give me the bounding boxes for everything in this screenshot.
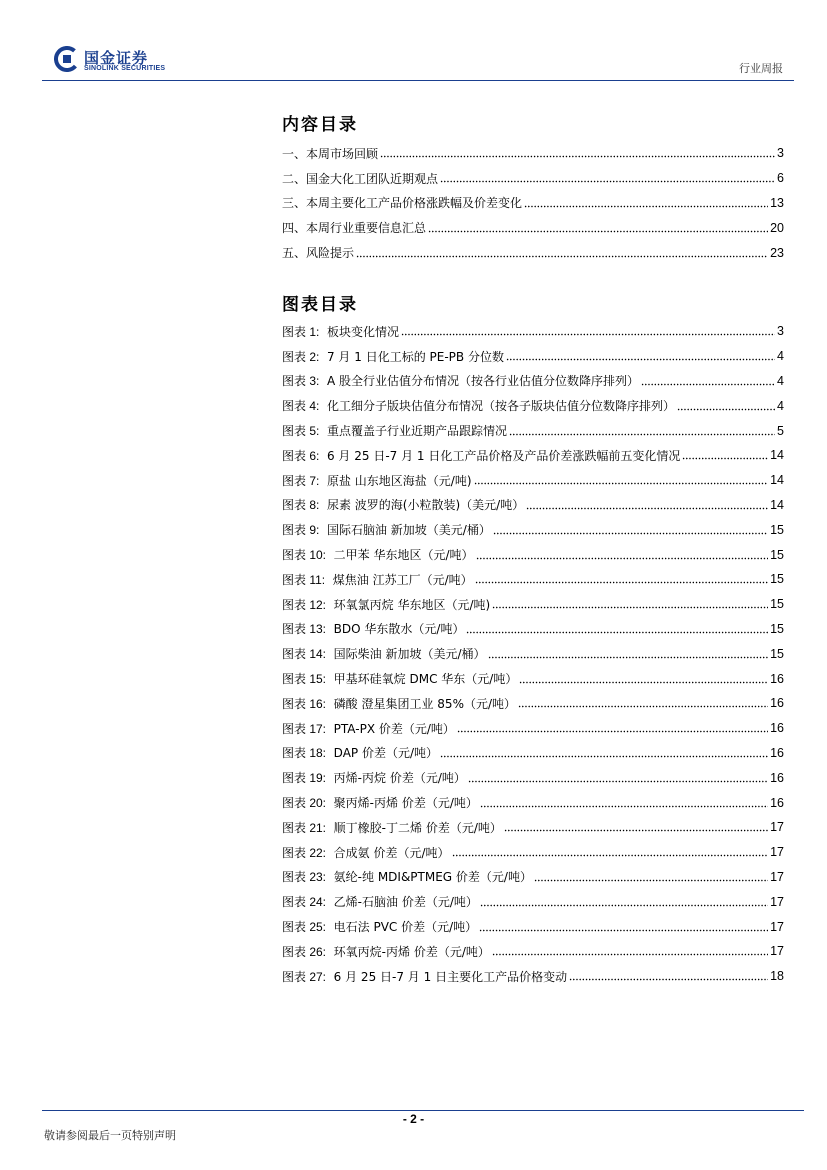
toc-entry[interactable] xyxy=(282,592,784,617)
toc-entry[interactable] xyxy=(282,964,784,989)
toc-entry-page: 14 xyxy=(770,497,784,512)
toc-entry-label xyxy=(282,372,639,389)
toc-entry-label xyxy=(282,521,491,538)
toc-entry[interactable] xyxy=(282,369,784,394)
toc-entry-label xyxy=(282,844,450,861)
figure-number: 图表 24: xyxy=(282,895,327,910)
figure-number: 图表 16: xyxy=(282,696,327,711)
toc-entry-page: 3 xyxy=(777,324,784,339)
toc-entry[interactable] xyxy=(282,141,784,166)
dot-leader xyxy=(509,426,775,436)
entry-title: 一、本周市场回顾 xyxy=(282,146,379,161)
figures-title: 图表目录 xyxy=(282,295,358,315)
entry-title: 国际石脑油 新加坡（美元/桶） xyxy=(326,523,491,538)
figure-number: 图表 27: xyxy=(282,969,327,984)
entry-title: 氨纶-纯 MDI&PTMEG 价差（元/吨） xyxy=(333,870,532,885)
entry-title: 甲基环硅氧烷 DMC 华东（元/吨） xyxy=(333,672,518,687)
toc-entry[interactable] xyxy=(282,393,784,418)
dot-leader xyxy=(493,525,768,535)
toc-entry[interactable] xyxy=(282,240,784,265)
figure-number: 图表 23: xyxy=(282,870,327,885)
entry-title: 聚丙烯-丙烯 价差（元/吨） xyxy=(333,796,478,811)
toc-entry[interactable] xyxy=(282,166,784,191)
entry-title: 尿素 波罗的海(小粒散装)（美元/吨） xyxy=(326,498,525,513)
entry-title: 重点覆盖子行业近期产品跟踪情况 xyxy=(326,424,507,439)
toc-entry[interactable] xyxy=(282,443,784,468)
entry-title: 二甲苯 华东地区（元/吨） xyxy=(333,548,474,563)
dot-leader xyxy=(466,624,768,634)
entry-title: 7 月 1 日化工标的 PE-PB 分位数 xyxy=(326,349,504,364)
toc-entry[interactable] xyxy=(282,567,784,592)
disclaimer-note: 敬请参阅最后一页特别声明 xyxy=(44,1129,176,1142)
figure-number: 图表 2: xyxy=(282,349,320,364)
toc-entry-label xyxy=(282,794,478,811)
entry-title: 合成氨 价差（元/吨） xyxy=(333,845,450,860)
toc-entry-label xyxy=(282,397,675,414)
logo-chinese-name: 国金证券 xyxy=(84,49,149,67)
toc-entry-label xyxy=(282,447,680,464)
toc-entry[interactable] xyxy=(282,666,784,691)
figure-number: 图表 8: xyxy=(282,498,320,513)
dot-leader xyxy=(474,475,769,485)
toc-entry-label xyxy=(282,170,438,187)
toc-entry[interactable] xyxy=(282,319,784,344)
entry-title: 五、风险提示 xyxy=(282,246,355,261)
toc-entry[interactable] xyxy=(282,418,784,443)
entry-title: 化工细分子版块估值分布情况（按各子版块估值分位数降序排列） xyxy=(326,399,675,414)
dot-leader xyxy=(569,971,768,981)
toc-entry-page: 17 xyxy=(770,944,784,959)
toc-entry-label xyxy=(282,893,478,910)
footer-divider xyxy=(42,1110,804,1111)
dot-leader xyxy=(677,401,775,411)
toc-entry[interactable] xyxy=(282,914,784,939)
entry-title: 四、本周行业重要信息汇总 xyxy=(282,221,427,236)
toc-entry-page: 3 xyxy=(777,146,784,161)
entry-title: 磷酸 澄星集团工业 85%（元/吨） xyxy=(333,696,517,711)
toc-entry-label xyxy=(282,620,464,637)
entry-title: 丙烯-丙烷 价差（元/吨） xyxy=(333,771,466,786)
toc-entry-page: 15 xyxy=(770,597,784,612)
toc-entry-page: 17 xyxy=(770,869,784,884)
contents-title: 内容目录 xyxy=(282,115,358,135)
figure-number: 图表 22: xyxy=(282,845,327,860)
dot-leader xyxy=(480,897,768,907)
toc-entry[interactable] xyxy=(282,691,784,716)
figure-number: 图表 1: xyxy=(282,324,320,339)
toc-entry[interactable] xyxy=(282,865,784,890)
dot-leader xyxy=(356,248,768,258)
toc-entry-page: 4 xyxy=(777,349,784,364)
contents-list xyxy=(282,141,784,265)
dot-leader xyxy=(480,798,768,808)
header-divider xyxy=(42,80,794,81)
toc-entry-page: 15 xyxy=(770,572,784,587)
dot-leader xyxy=(380,148,775,158)
entry-title: PTA-PX 价差（元/吨） xyxy=(333,721,455,736)
entry-title: 电石法 PVC 价差（元/吨） xyxy=(333,920,478,935)
toc-entry[interactable] xyxy=(282,344,784,369)
toc-entry-page: 6 xyxy=(777,171,784,186)
toc-entry-page: 16 xyxy=(770,795,784,810)
toc-entry-page: 14 xyxy=(770,473,784,488)
toc-entry-page: 16 xyxy=(770,721,784,736)
sinolink-logo-icon xyxy=(54,46,80,72)
toc-entry-page: 5 xyxy=(777,423,784,438)
toc-entry-page: 20 xyxy=(770,220,784,235)
figure-number: 图表 7: xyxy=(282,473,320,488)
figure-number: 图表 5: xyxy=(282,424,320,439)
entry-title: 三、本周主要化工产品价格涨跌幅及价差变化 xyxy=(282,196,523,211)
toc-entry[interactable] xyxy=(282,815,784,840)
toc-entry-page: 16 xyxy=(770,770,784,785)
entry-title: A 股全行业估值分布情况（按各行业估值分位数降序排列） xyxy=(326,374,640,389)
toc-entry-page: 17 xyxy=(770,919,784,934)
page-number: - 2 - xyxy=(402,1112,425,1126)
toc-entry-label xyxy=(282,496,524,513)
toc-entry-page: 15 xyxy=(770,646,784,661)
toc-entry-label xyxy=(282,546,474,563)
dot-leader xyxy=(524,198,768,208)
dot-leader xyxy=(401,326,775,336)
toc-entry-page: 4 xyxy=(777,373,784,388)
logo-english-name: SINOLINK SECURITIES xyxy=(84,65,166,72)
figures-list xyxy=(282,319,784,989)
toc-entry-label xyxy=(282,769,466,786)
figure-number: 图表 21: xyxy=(282,820,327,835)
entry-title: 环氧丙烷-丙烯 价差（元/吨） xyxy=(333,944,490,959)
entry-title: 原盐 山东地区海盐（元/吨) xyxy=(326,473,472,488)
toc-entry[interactable] xyxy=(282,741,784,766)
figure-number: 图表 25: xyxy=(282,920,327,935)
toc-entry[interactable] xyxy=(282,790,784,815)
toc-entry-label xyxy=(282,194,522,211)
toc-entry[interactable] xyxy=(282,517,784,542)
dot-leader xyxy=(440,173,775,183)
toc-entry-page: 16 xyxy=(770,696,784,711)
toc-entry[interactable] xyxy=(282,215,784,240)
figure-number: 图表 15: xyxy=(282,672,327,687)
toc-entry-label xyxy=(282,868,532,885)
toc-entry-page: 4 xyxy=(777,398,784,413)
dot-leader xyxy=(518,698,768,708)
dot-leader xyxy=(479,922,768,932)
dot-leader xyxy=(504,822,768,832)
toc-entry[interactable] xyxy=(282,493,784,518)
toc-entry[interactable] xyxy=(282,889,784,914)
toc-entry-page: 17 xyxy=(770,845,784,860)
dot-leader xyxy=(492,946,768,956)
dot-leader xyxy=(506,351,775,361)
entry-title: 顺丁橡胶-丁二烯 价差（元/吨） xyxy=(333,820,502,835)
entry-title: 6 月 25 日-7 月 1 日化工产品价格及产品价差涨跌幅前五变化情况 xyxy=(326,448,681,463)
entry-title: 板块变化情况 xyxy=(326,324,399,339)
figure-number: 图表 14: xyxy=(282,647,327,662)
entry-title: 乙烯-石脑油 价差（元/吨） xyxy=(333,895,478,910)
dot-leader xyxy=(682,450,768,460)
toc-entry-page: 15 xyxy=(770,522,784,537)
toc-entry-page: 23 xyxy=(770,245,784,260)
company-logo xyxy=(54,46,184,76)
dot-leader xyxy=(534,872,768,882)
toc-entry-label xyxy=(282,744,438,761)
entry-title: BDO 华东散水（元/吨） xyxy=(333,622,465,637)
figure-number: 图表 18: xyxy=(282,746,327,761)
toc-entry-page: 14 xyxy=(770,448,784,463)
figure-number: 图表 4: xyxy=(282,399,320,414)
entry-title: 二、国金大化工团队近期观点 xyxy=(282,171,439,186)
toc-entry-label xyxy=(282,472,472,489)
page-header xyxy=(0,0,827,82)
figure-number: 图表 19: xyxy=(282,771,327,786)
figure-number: 图表 12: xyxy=(282,597,327,612)
toc-entry-page: 16 xyxy=(770,745,784,760)
entry-title: 环氧氯丙烷 华东地区（元/吨) xyxy=(333,597,491,612)
dot-leader xyxy=(492,599,768,609)
toc-entry-label xyxy=(282,571,473,588)
toc-entry[interactable] xyxy=(282,468,784,493)
toc-entry[interactable] xyxy=(282,542,784,567)
document-type: 行业周报 xyxy=(739,62,783,75)
toc-entry[interactable] xyxy=(282,765,784,790)
figure-number: 图表 20: xyxy=(282,796,327,811)
toc-entry[interactable] xyxy=(282,191,784,216)
toc-entry-label xyxy=(282,244,354,261)
toc-entry-page: 18 xyxy=(770,969,784,984)
figure-number: 图表 3: xyxy=(282,374,320,389)
toc-entry-page: 13 xyxy=(770,195,784,210)
entry-title: 煤焦油 江苏工厂（元/吨） xyxy=(332,572,473,587)
toc-entry-label xyxy=(282,323,399,340)
dot-leader xyxy=(519,674,768,684)
dot-leader xyxy=(428,223,768,233)
dot-leader xyxy=(440,748,768,758)
dot-leader xyxy=(452,847,769,857)
toc-entry[interactable] xyxy=(282,641,784,666)
toc-entry-page: 16 xyxy=(770,671,784,686)
entry-title: DAP 价差（元/吨） xyxy=(333,746,439,761)
dot-leader xyxy=(457,723,768,733)
toc-entry[interactable] xyxy=(282,617,784,642)
toc-entry[interactable] xyxy=(282,939,784,964)
toc-entry[interactable] xyxy=(282,716,784,741)
figure-number: 图表 6: xyxy=(282,448,320,463)
dot-leader xyxy=(476,550,769,560)
figure-number: 图表 13: xyxy=(282,622,327,637)
toc-entry-label xyxy=(282,943,490,960)
toc-entry-label xyxy=(282,968,567,985)
figure-number: 图表 10: xyxy=(282,548,327,563)
toc-entry-page: 17 xyxy=(770,820,784,835)
toc-entry-page: 17 xyxy=(770,894,784,909)
toc-entry-page: 15 xyxy=(770,547,784,562)
dot-leader xyxy=(468,773,768,783)
figure-number: 图表 17: xyxy=(282,721,327,736)
toc-entry-label xyxy=(282,422,507,439)
entry-title: 6 月 25 日-7 月 1 日主要化工产品价格变动 xyxy=(333,969,568,984)
toc-entry-label xyxy=(282,596,490,613)
figure-number: 图表 9: xyxy=(282,523,320,538)
dot-leader xyxy=(488,649,769,659)
entry-title: 国际柴油 新加坡（美元/桶） xyxy=(333,647,486,662)
toc-entry-label xyxy=(282,645,486,662)
toc-entry-label xyxy=(282,219,426,236)
toc-entry-label xyxy=(282,720,455,737)
figure-number: 图表 26: xyxy=(282,944,327,959)
toc-entry-label xyxy=(282,819,502,836)
toc-entry-label xyxy=(282,348,504,365)
figure-number: 图表 11: xyxy=(282,572,326,587)
dot-leader xyxy=(475,574,768,584)
toc-entry-label xyxy=(282,918,477,935)
toc-entry-label xyxy=(282,695,516,712)
dot-leader xyxy=(526,500,768,510)
toc-entry-label xyxy=(282,670,517,687)
toc-entry-label xyxy=(282,145,378,162)
toc-entry-page: 15 xyxy=(770,621,784,636)
dot-leader xyxy=(641,376,775,386)
toc-entry[interactable] xyxy=(282,840,784,865)
